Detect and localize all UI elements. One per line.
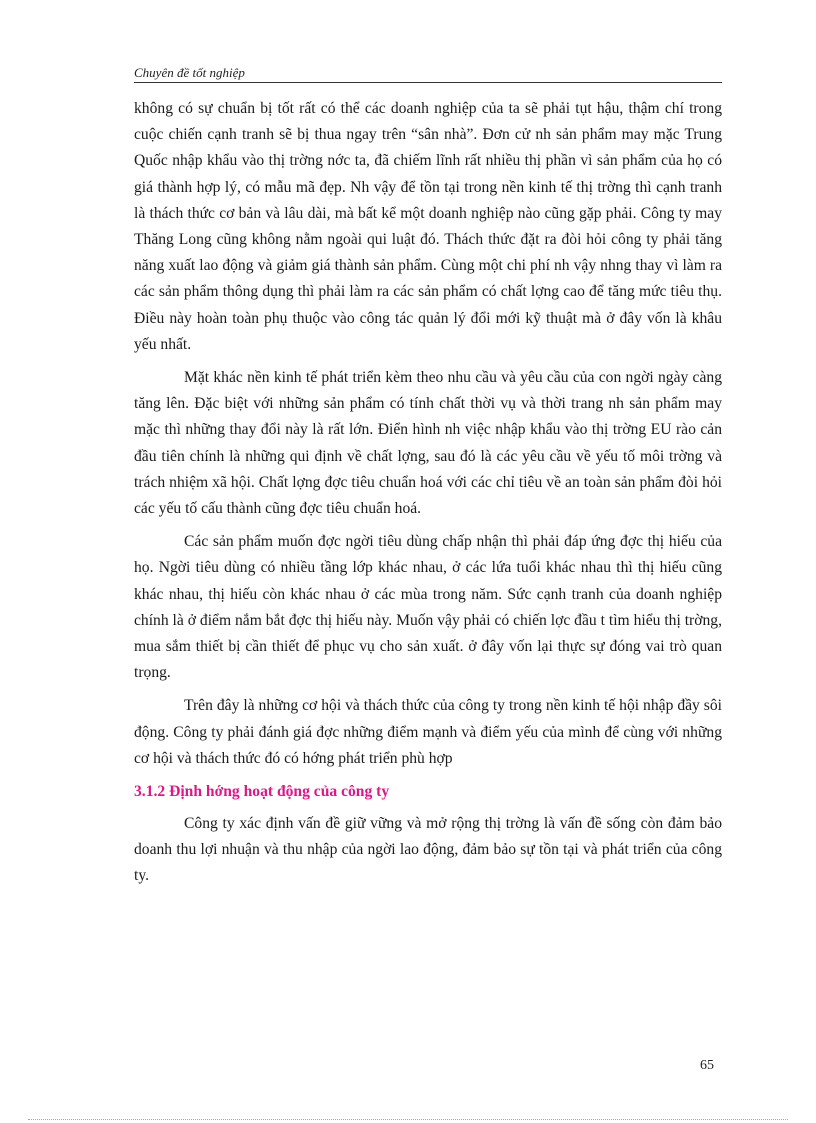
body-paragraph-2: Mặt khác nền kinh tế phát triển kèm theo nhu cầu và yêu cầu của con ngời ngày càng tăng lên. Đặc biệt với những sản phẩm có tính chất thời vụ và thời trang nh sản phẩm may mặc thì những thay đổi này là rất lớn. Điển hình nh việc nhập khẩu vào thị trờng EU rào cản đầu tiên chính là những qui định về chất lợng, sau đó là các yêu cầu về yếu tố môi trờng và trách nhiệm xã hội. Chất lợng đợc tiêu chuẩn hoá với các chỉ tiêu về an toàn sản phẩm đòi hỏi các yếu tố cấu thành cũng đợc tiêu chuẩn hoá. bbox=[134, 369, 722, 518]
section-heading: 3.1.2 Định hớng hoạt động của công ty bbox=[134, 783, 390, 801]
page-header bbox=[134, 64, 722, 82]
bottom-divider bbox=[28, 1119, 788, 1120]
body-paragraph-1: không có sự chuẩn bị tốt rất có thể các doanh nghiệp của ta sẽ phải tụt hậu, thậm chí trong cuộc chiến cạnh tranh sẽ bị thua ngay trên “sân nhà”. Đơn cử nh sản phẩm may mặc Trung Quốc nhập khẩu vào thị trờng nớc ta, đã chiếm lĩnh rất nhiều thị phần vì sản phẩm của họ có giá thành hợp lý, có mẫu mã đẹp. Nh vậy để tồn tại trong nền kinh tế thị trờng thì cạnh tranh là thách thức cơ bản và lâu dài, mà bất kể một doanh nghiệp nào cũng gặp phải. Công ty may Thăng Long cũng không nằm ngoài qui luật đó. Thách thức đặt ra đòi hỏi công ty phải tăng năng xuất lao động và giảm giá thành sản phẩm. Cùng một chi phí nh vậy nhng thay vì làm ra các sản phẩm thông dụng thì phải làm ra các sản phẩm có chất lợng cao để tăng mức tiêu thụ. Điều này hoàn toàn phụ thuộc vào công tác quản lý đổi mới kỹ thuật mà ở đây vốn là khâu yếu nhất. bbox=[134, 100, 722, 353]
section-paragraph: Công ty xác định vấn đề giữ vững và mở rộng thị trờng là vấn đề sống còn đảm bảo doanh thu lợi nhuận và thu nhập của ngời lao động, đảm bảo sự tồn tại và phát triển của công ty. bbox=[134, 815, 722, 885]
body-paragraph-4: Trên đây là những cơ hội và thách thức của công ty trong nền kinh tế hội nhập đầy sôi động. Công ty phải đánh giá đợc những điểm mạnh và điểm yếu của mình để cùng với những cơ hội và thách thức đó có hớng phát triển phù hợp bbox=[134, 697, 722, 767]
document-body bbox=[134, 96, 722, 897]
body-paragraph-3: Các sản phẩm muốn đợc ngời tiêu dùng chấp nhận thì phải đáp ứng đợc thị hiếu của họ. Ngời tiêu dùng có nhiều tầng lớp khác nhau, ở các lứa tuổi khác nhau thì thị hiếu cũng khác nhau, thị hiếu còn khác nhau ở các mùa trong năm. Sức cạnh tranh của doanh nghiệp chính là ở điểm nắm bắt đợc thị hiếu này. Muốn vậy phải có chiến lợc đầu t tìm hiểu thị trờng, mua sắm thiết bị cần thiết để phục vụ cho sản xuất. ở đây vốn lại thực sự đóng vai trò quan trọng. bbox=[134, 533, 722, 682]
page-number: 65 bbox=[700, 1058, 714, 1073]
header-title: Chuyên đề tốt nghiệp bbox=[134, 65, 245, 80]
header-rule bbox=[134, 82, 722, 83]
